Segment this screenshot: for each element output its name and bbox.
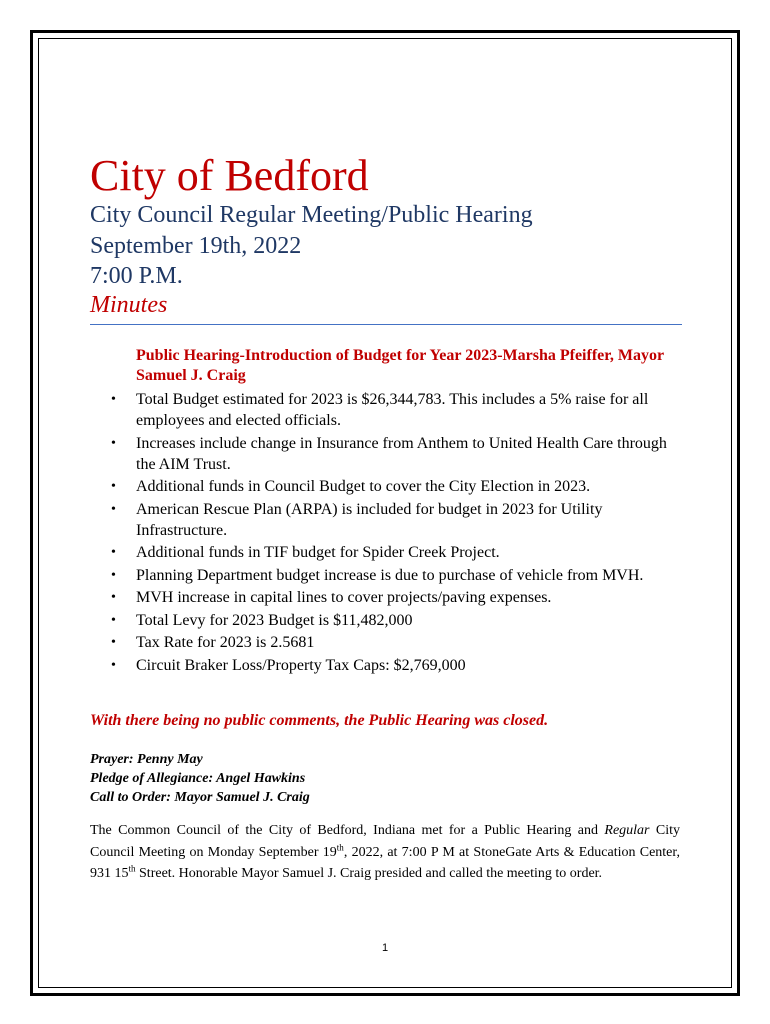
call-to-order-line: Call to Order: Mayor Samuel J. Craig: [90, 790, 310, 805]
bullet-icon: •: [111, 392, 116, 407]
bullet-icon: •: [111, 501, 116, 517]
list-item-text: Circuit Braker Loss/Property Tax Caps: $2,769,000: [136, 656, 466, 674]
list-item: [111, 610, 681, 631]
page-number: 1: [381, 942, 389, 954]
minutes-label: Minutes: [90, 292, 168, 318]
list-item: [111, 433, 681, 475]
bullet-icon: •: [111, 545, 116, 560]
public-hearing-heading: Public Hearing-Introduction of Budget for Year 2023-Marsha Pfeiffer, Mayor Samuel J. Craig: [136, 347, 664, 384]
meeting-roles: [90, 750, 310, 807]
list-item-text: Total Budget estimated for 2023 is $26,344,783. This includes a 5% raise for all employees and elected officials.: [136, 391, 649, 429]
prayer-line: Prayer: Penny May: [90, 752, 203, 767]
bullet-icon: •: [111, 590, 116, 605]
list-item-text: Planning Department budget increase is due to purchase of vehicle from MVH.: [136, 566, 644, 584]
paragraph-text: Street. Honorable Mayor Samuel J. Craig presided and called the meeting to order.: [135, 866, 603, 881]
meeting-date: September 19th, 2022: [90, 233, 302, 259]
list-item: [111, 655, 681, 676]
meeting-intro-paragraph: [90, 820, 680, 885]
ordinal-suffix: th: [128, 863, 136, 874]
list-item: [111, 542, 681, 563]
hearing-closed-statement: With there being no public comments, the Public Hearing was closed.: [90, 712, 549, 729]
meeting-time: 7:00 P.M.: [90, 263, 183, 289]
list-item: [111, 565, 681, 586]
paragraph-text: , 2022, at 7:00 P M at StoneGate Arts & Education Center, 931 15: [90, 844, 680, 881]
paragraph-italic-word: Regular: [604, 823, 650, 838]
bullet-icon: •: [111, 612, 116, 628]
list-item-text: American Rescue Plan (ARPA) is included for budget in 2023 for Utility Infrastructure.: [136, 500, 603, 539]
list-item: [111, 476, 681, 497]
list-item-text: Tax Rate for 2023 is 2.5681: [136, 634, 315, 651]
paragraph-text: City Council Meeting on Monday September 19: [90, 823, 680, 860]
list-item-text: Total Levy for 2023 Budget is $11,482,000: [136, 611, 413, 629]
list-item-text: MVH increase in capital lines to cover projects/paving expenses.: [136, 589, 552, 606]
bullet-icon: •: [111, 635, 116, 650]
list-item-text: Additional funds in TIF budget for Spider Creek Project.: [136, 544, 500, 561]
bullet-icon: •: [111, 567, 116, 583]
document-title: City of Bedford: [90, 151, 369, 200]
list-item: [111, 389, 681, 431]
bullet-icon: •: [111, 435, 116, 451]
pledge-line: Pledge of Allegiance: Angel Hawkins: [90, 771, 306, 786]
bullet-icon: •: [111, 479, 116, 494]
list-item: [111, 587, 681, 608]
budget-bullet-list: [111, 389, 681, 677]
header-divider: [90, 324, 682, 325]
list-item-text: Increases include change in Insurance from Anthem to United Health Care through the AIM Trust.: [136, 434, 667, 473]
list-item: [111, 632, 681, 653]
meeting-type: City Council Regular Meeting/Public Hearing: [90, 202, 533, 228]
ordinal-suffix: th: [336, 841, 344, 852]
list-item-text: Additional funds in Council Budget to cover the City Election in 2023.: [136, 478, 591, 495]
paragraph-text: The Common Council of the City of Bedford, Indiana met for a Public Hearing and: [90, 823, 605, 838]
bullet-icon: •: [111, 657, 116, 673]
list-item: [111, 499, 681, 541]
